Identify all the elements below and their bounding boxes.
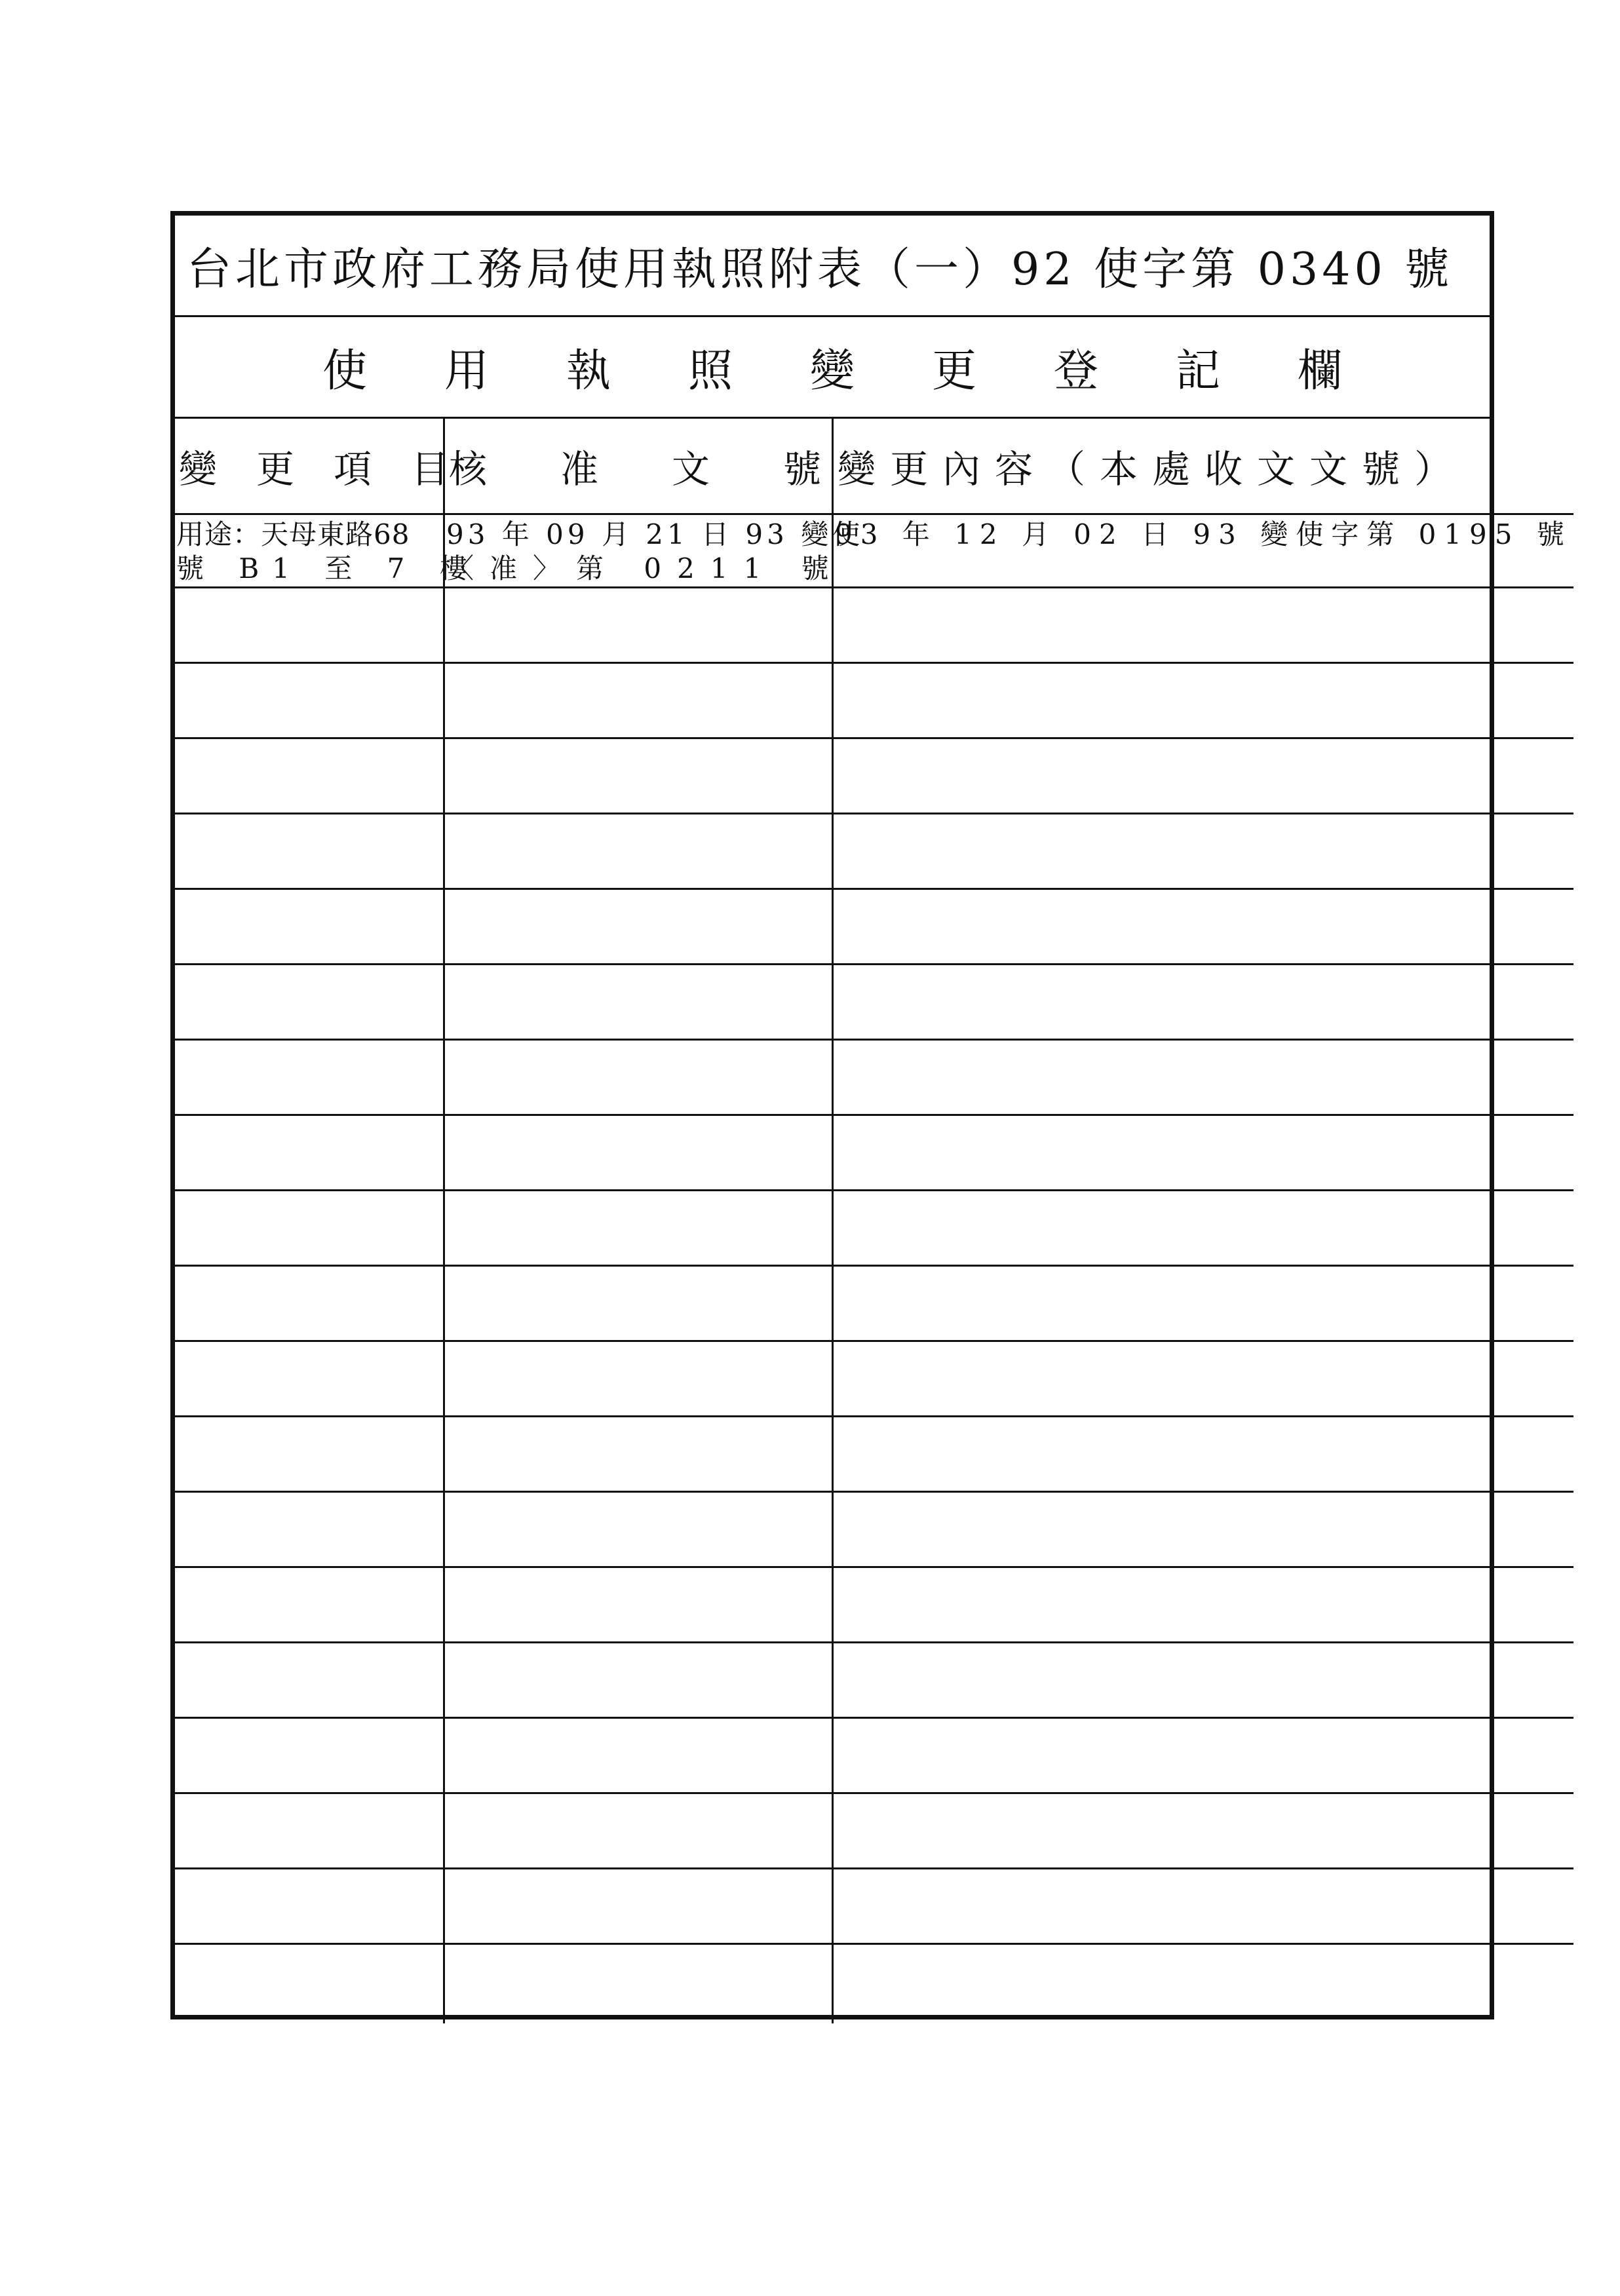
blank-cell-content — [834, 1794, 1573, 1869]
column-header-approval-number: 核准文號 — [445, 419, 834, 515]
entry-approval-line-1: 93 年 09 月 21 日 93 變使 — [446, 518, 864, 550]
blank-cell-content — [834, 1417, 1573, 1493]
blank-cell-content — [834, 1568, 1573, 1643]
column-header-change-content: 變更內容（本處收文文號） — [834, 419, 1573, 515]
entry-change-content — [834, 515, 1573, 588]
blank-cell-item — [175, 588, 445, 664]
blank-cell-item — [175, 965, 445, 1041]
blank-cell-item — [175, 1869, 445, 1945]
blank-cell-content — [834, 739, 1573, 814]
blank-cell-content — [834, 1191, 1573, 1267]
blank-cell-item — [175, 1945, 445, 2023]
blank-cell-item — [175, 1417, 445, 1493]
form-title-row — [175, 216, 1490, 317]
blank-cell-approval — [445, 1719, 834, 1794]
blank-cell-item — [175, 1794, 445, 1869]
entry-item-line-1: 用途：天母東路68 — [176, 518, 410, 550]
blank-cell-content — [834, 1945, 1573, 2023]
entry-item-line-2: 號 B1 至 7 樓 — [176, 552, 480, 584]
blank-cell-content — [834, 1041, 1573, 1116]
blank-cell-approval — [445, 1794, 834, 1869]
change-registration-form — [170, 211, 1572, 2019]
blank-cell-approval — [445, 1116, 834, 1191]
blank-cell-item — [175, 739, 445, 814]
blank-cell-approval — [445, 1945, 834, 2023]
blank-cell-content — [834, 664, 1573, 739]
registration-table — [175, 419, 1572, 2023]
blank-cell-content — [834, 1267, 1573, 1342]
blank-cell-item — [175, 1041, 445, 1116]
blank-cell-content — [834, 588, 1573, 664]
form-title: 台北市政府工務局使用執照附表（一）92 使字第 0340 號 — [187, 243, 1454, 296]
blank-cell-approval — [445, 965, 834, 1041]
blank-cell-item — [175, 1191, 445, 1267]
blank-cell-approval — [445, 1493, 834, 1568]
blank-cell-item — [175, 1719, 445, 1794]
blank-cell-content — [834, 1643, 1573, 1719]
blank-cell-approval — [445, 1643, 834, 1719]
blank-cell-approval — [445, 814, 834, 890]
blank-cell-content — [834, 1869, 1573, 1945]
blank-cell-approval — [445, 1267, 834, 1342]
blank-cell-content — [834, 1342, 1573, 1417]
blank-cell-item — [175, 664, 445, 739]
blank-cell-approval — [445, 1191, 834, 1267]
blank-cell-item — [175, 1568, 445, 1643]
blank-cell-content — [834, 1719, 1573, 1794]
blank-cell-item — [175, 1643, 445, 1719]
blank-cell-item — [175, 1342, 445, 1417]
blank-cell-content — [834, 890, 1573, 965]
blank-cell-approval — [445, 588, 834, 664]
blank-cell-item — [175, 1116, 445, 1191]
blank-cell-content — [834, 965, 1573, 1041]
blank-cell-approval — [445, 1417, 834, 1493]
blank-cell-approval — [445, 890, 834, 965]
form-heading-row — [175, 317, 1490, 419]
entry-approval-number — [445, 515, 864, 588]
blank-cell-approval — [445, 1869, 834, 1945]
blank-cell-approval — [445, 1342, 834, 1417]
entry-content-line-1: 93 年 12 月 02 日 93 變使字第 0195 號 — [835, 518, 1572, 550]
entry-change-item — [175, 515, 480, 588]
blank-cell-content — [834, 814, 1573, 890]
blank-cell-item — [175, 890, 445, 965]
blank-cell-approval — [445, 1568, 834, 1643]
blank-cell-content — [834, 1116, 1573, 1191]
blank-cell-approval — [445, 739, 834, 814]
blank-cell-item — [175, 1267, 445, 1342]
blank-cell-approval — [445, 664, 834, 739]
blank-cell-approval — [445, 1041, 834, 1116]
blank-cell-item — [175, 1493, 445, 1568]
entry-approval-line-2: 〈准〉第 0211 號 — [446, 552, 845, 584]
blank-cell-item — [175, 814, 445, 890]
form-heading: 使用執照變更登記欄 — [322, 345, 1419, 397]
column-header-change-item: 變更項目 — [175, 419, 445, 515]
blank-cell-content — [834, 1493, 1573, 1568]
